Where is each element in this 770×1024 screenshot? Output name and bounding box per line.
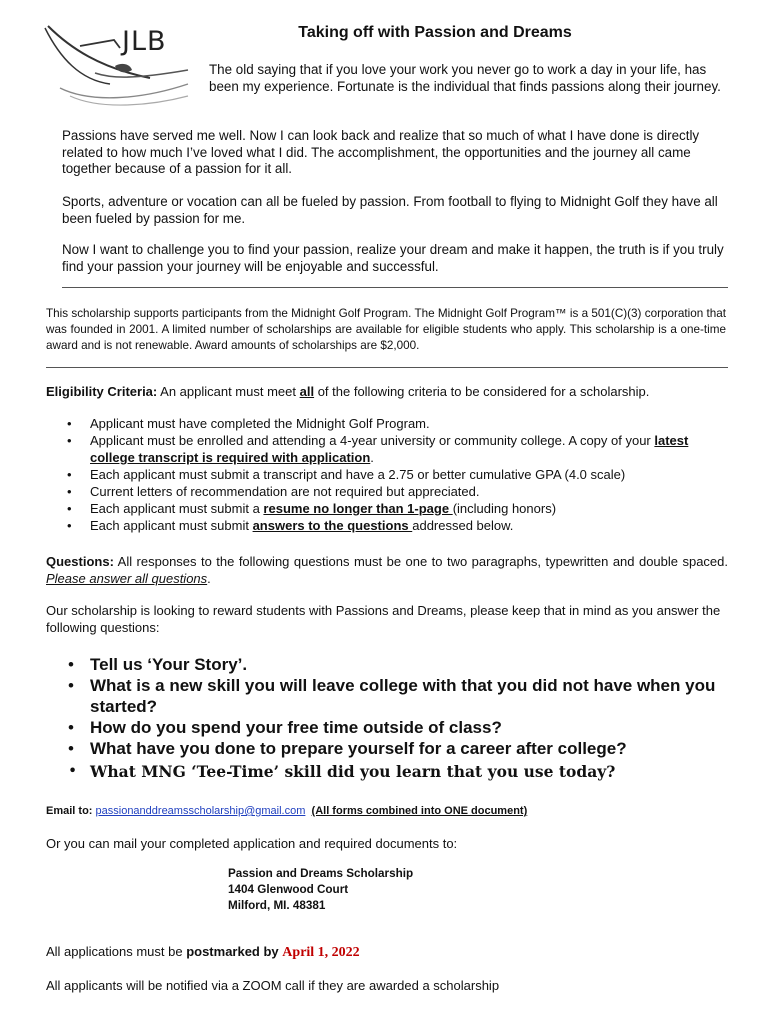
mail-instructions: Or you can mail your completed application and required documents to: xyxy=(46,836,458,851)
email-link[interactable]: passionanddreamsscholarship@gmail.com xyxy=(95,805,306,817)
question-item: • Tell us ‘Your Story’. xyxy=(46,654,736,675)
list-item xyxy=(46,432,736,466)
paragraph-challenge: Now I want to challenge you to find your passion, realize your dream and make it happen, the truth is if you truly find your passion your journey will be enjoyable and successful. xyxy=(62,242,724,274)
email-label: Email to: xyxy=(46,805,93,817)
criterion-text: Each applicant must submit a xyxy=(90,501,264,516)
criterion-text-end: (including honors) xyxy=(452,501,557,516)
paragraph-sports: Sports, adventure or vocation can all be fueled by passion. From football to flying to Midnight Golf they have all been fueled by passion for me. xyxy=(62,194,718,226)
questions-end: . xyxy=(207,571,211,586)
eligibility-all: all xyxy=(299,384,315,399)
criterion-text: Each applicant must submit a transcript and have a 2.75 or better cumulative GPA (4.0 scale) xyxy=(90,467,626,482)
criterion-text: Each applicant must submit xyxy=(90,518,253,533)
notification-note: All applicants will be notified via a ZOOM call if they are awarded a scholarship xyxy=(46,978,500,993)
deadline-line xyxy=(46,944,360,961)
email-note: (All forms combined into ONE document) xyxy=(311,805,528,817)
questions-instructions xyxy=(46,553,728,587)
eligibility-text: An applicant must meet xyxy=(157,384,300,399)
mailing-address xyxy=(228,866,413,914)
reward-paragraph: Our scholarship is looking to reward students with Passions and Dreams, please keep that in mind as you answer the following questions: xyxy=(46,603,721,635)
paragraph-passions: Passions have served me well. Now I can look back and realize that so much of what I have done is directly related to how much I’ve loved what I did. The accomplishment, the opportunities and the journey all came together because of a passion for it all. xyxy=(62,128,700,176)
airplane-logo-icon xyxy=(40,18,190,110)
list-item xyxy=(46,483,736,500)
questions-text: All responses to the following questions must be one to two paragraphs, typewritten and double spaced. xyxy=(113,554,728,569)
eligibility-list xyxy=(46,415,736,534)
question-item: • How do you spend your free time outside of class? xyxy=(46,717,736,738)
question-item: • What have you done to prepare yourself for a career after college? xyxy=(46,738,736,759)
question-item: • What MNG ‘Tee-Time’ skill did you learn that you use today? xyxy=(46,761,736,782)
list-item xyxy=(46,517,736,534)
address-line: Passion and Dreams Scholarship xyxy=(228,867,414,880)
eligibility-label: Eligibility Criteria: xyxy=(46,384,158,399)
deadline-date: April 1, 2022 xyxy=(282,945,360,960)
scholarship-description: This scholarship supports participants from the Midnight Golf Program. The Midnight Golf Program™ is a 501(C)(3) corporation that was founded in 2001. A limited number of scholarships are available for eligible students who apply. This scholarship is a one-time award and is not renewable. Award amounts of scholarships are $2,000. xyxy=(46,307,726,352)
intro-paragraph: The old saying that if you love your work you never go to work a day in your life, has been my experience. Fortunate is the individual that finds passions along their journey. xyxy=(209,62,721,94)
divider xyxy=(46,367,728,368)
deadline-text: All applications must be xyxy=(46,944,187,959)
deadline-bold: postmarked by xyxy=(186,944,279,959)
criterion-text-end: addressed below. xyxy=(412,518,514,533)
address-line: 1404 Glenwood Court xyxy=(228,883,349,896)
address-line: Milford, MI. 48381 xyxy=(228,899,326,912)
list-item xyxy=(46,466,736,483)
criterion-text: Applicant must have completed the Midnight Golf Program. xyxy=(90,416,430,431)
list-item xyxy=(46,500,736,517)
criterion-emphasis: answers to the questions xyxy=(252,518,413,533)
question-item: • What is a new skill you will leave college with that you did not have when you started? xyxy=(46,675,736,717)
jlb-logo xyxy=(40,18,190,110)
questions-italic: Please answer all questions xyxy=(46,571,208,586)
eligibility-text-end: of the following criteria to be considered for a scholarship. xyxy=(314,384,650,399)
page-title: Taking off with Passion and Dreams xyxy=(298,24,572,41)
list-item xyxy=(46,415,736,432)
criterion-text-end: . xyxy=(370,450,374,465)
criterion-emphasis: latest college transcript is required with application xyxy=(90,433,689,465)
logo-text: JLB xyxy=(122,26,167,57)
criterion-text: Current letters of recommendation are not required but appreciated. xyxy=(90,484,480,499)
questions-list xyxy=(46,654,736,782)
criterion-text: Applicant must be enrolled and attending a 4-year university or community college. A copy of your xyxy=(90,433,655,448)
eligibility-intro xyxy=(46,384,736,399)
divider xyxy=(62,287,728,288)
criterion-emphasis: resume no longer than 1-page xyxy=(263,501,453,516)
questions-label: Questions: xyxy=(46,554,114,569)
email-line xyxy=(46,805,527,817)
